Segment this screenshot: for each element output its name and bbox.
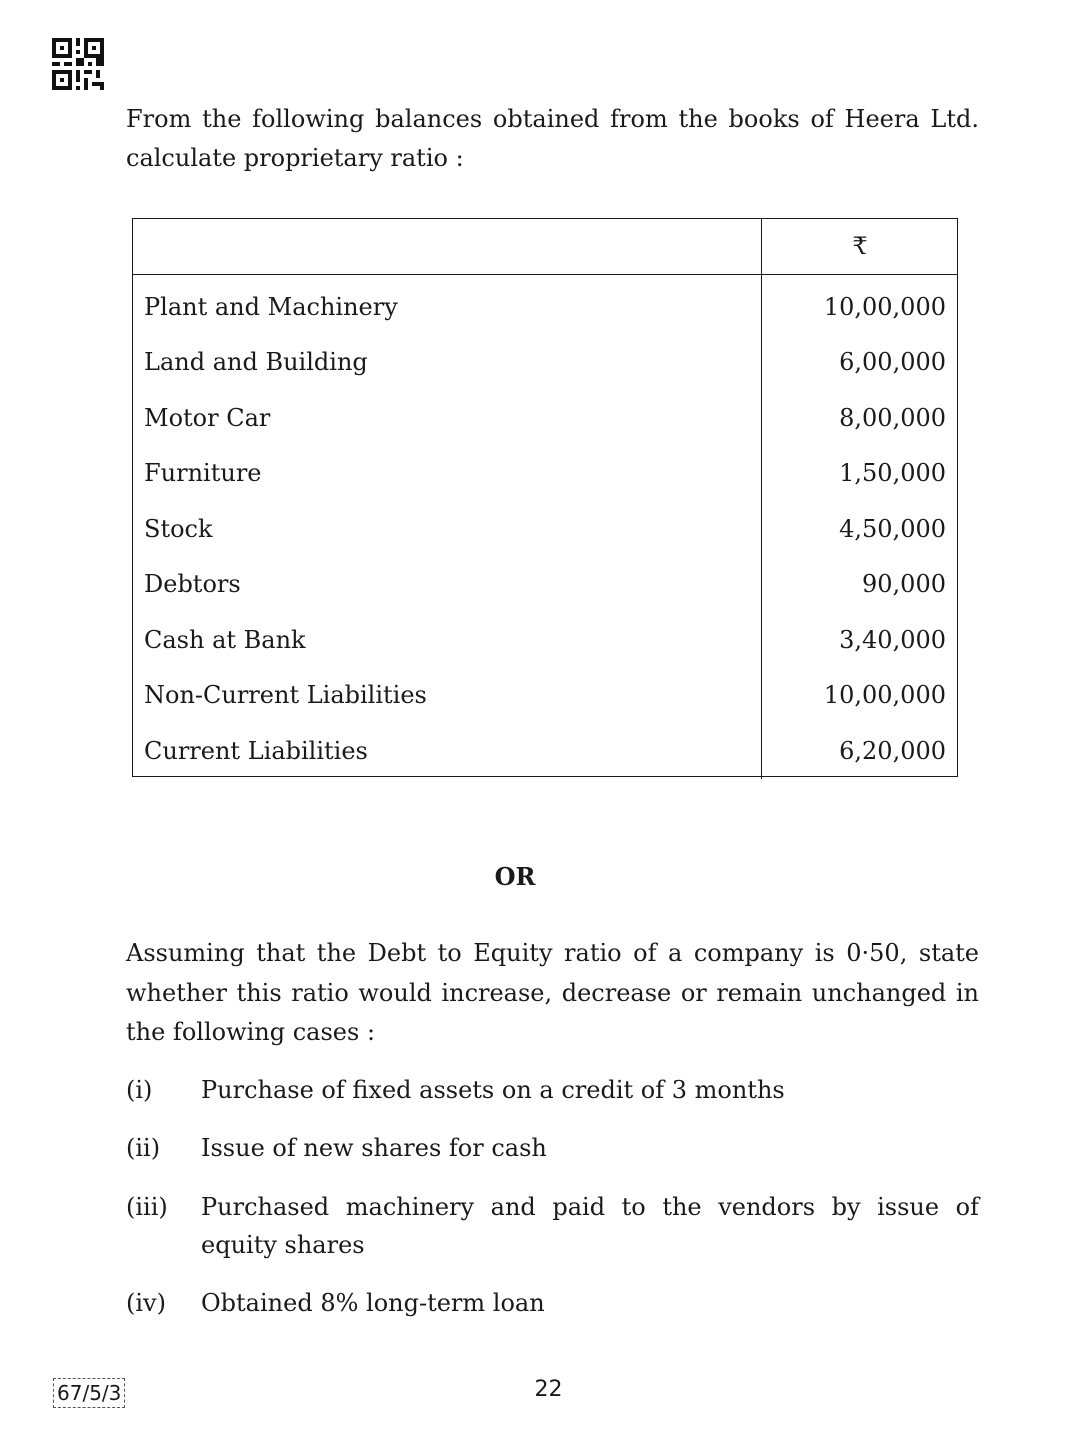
- case-text: Obtained 8% long-term loan: [201, 1289, 545, 1317]
- row-amount: 1,50,000: [839, 459, 946, 488]
- case-number: (i): [126, 1076, 153, 1104]
- row-label: Furniture: [132, 446, 762, 502]
- case-number: (iii): [126, 1193, 168, 1221]
- row-label: Non-Current Liabilities: [132, 668, 762, 724]
- row-label: Motor Car: [132, 390, 762, 446]
- question-alternative: Assuming that the Debt to Equity ratio of a company is 0·50, state whether this ratio would increase, decrease or remain unchanged in the following cases :: [126, 939, 979, 1046]
- table-row: [132, 446, 958, 502]
- row-label: Current Liabilities: [132, 723, 762, 779]
- row-amount: 6,00,000: [839, 348, 946, 377]
- table-row: [132, 275, 958, 335]
- row-label: Stock: [132, 501, 762, 557]
- table-row: [132, 723, 958, 779]
- row-label: Cash at Bank: [132, 612, 762, 668]
- row-amount: 90,000: [862, 570, 946, 599]
- particulars-header: [132, 218, 762, 275]
- amount-header: [762, 218, 959, 275]
- row-amount: 10,00,000: [823, 681, 946, 710]
- page-number: 22: [534, 1377, 563, 1402]
- case-text: Issue of new shares for cash: [201, 1134, 547, 1162]
- row-label: Debtors: [132, 557, 762, 613]
- paper-code: 67/5/3: [53, 1378, 125, 1408]
- or-separator: OR: [494, 862, 536, 891]
- row-amount: 6,20,000: [839, 736, 946, 765]
- case-text: Purchase of fixed assets on a credit of 3 months: [201, 1076, 785, 1104]
- balances-table: [132, 218, 958, 779]
- qr-code-icon: [52, 38, 104, 90]
- table-row: [132, 612, 958, 668]
- row-amount: 8,00,000: [839, 403, 946, 432]
- table-row: [132, 501, 958, 557]
- rupee-symbol: ₹: [852, 232, 868, 260]
- table-row: [132, 335, 958, 391]
- table-row: [132, 557, 958, 613]
- row-amount: 4,50,000: [839, 514, 946, 543]
- row-label: Plant and Machinery: [132, 275, 762, 335]
- case-text: Purchased machinery and paid to the vendors by issue of equity shares: [201, 1193, 979, 1259]
- row-amount: 10,00,000: [823, 292, 946, 321]
- question-intro: From the following balances obtained from the books of Heera Ltd. calculate proprietary ratio :: [126, 105, 979, 172]
- table-header-row: [132, 218, 958, 275]
- row-amount: 3,40,000: [839, 625, 946, 654]
- case-number: (ii): [126, 1134, 161, 1162]
- case-number: (iv): [126, 1289, 166, 1317]
- row-label: Land and Building: [132, 335, 762, 391]
- table-row: [132, 668, 958, 724]
- table-row: [132, 390, 958, 446]
